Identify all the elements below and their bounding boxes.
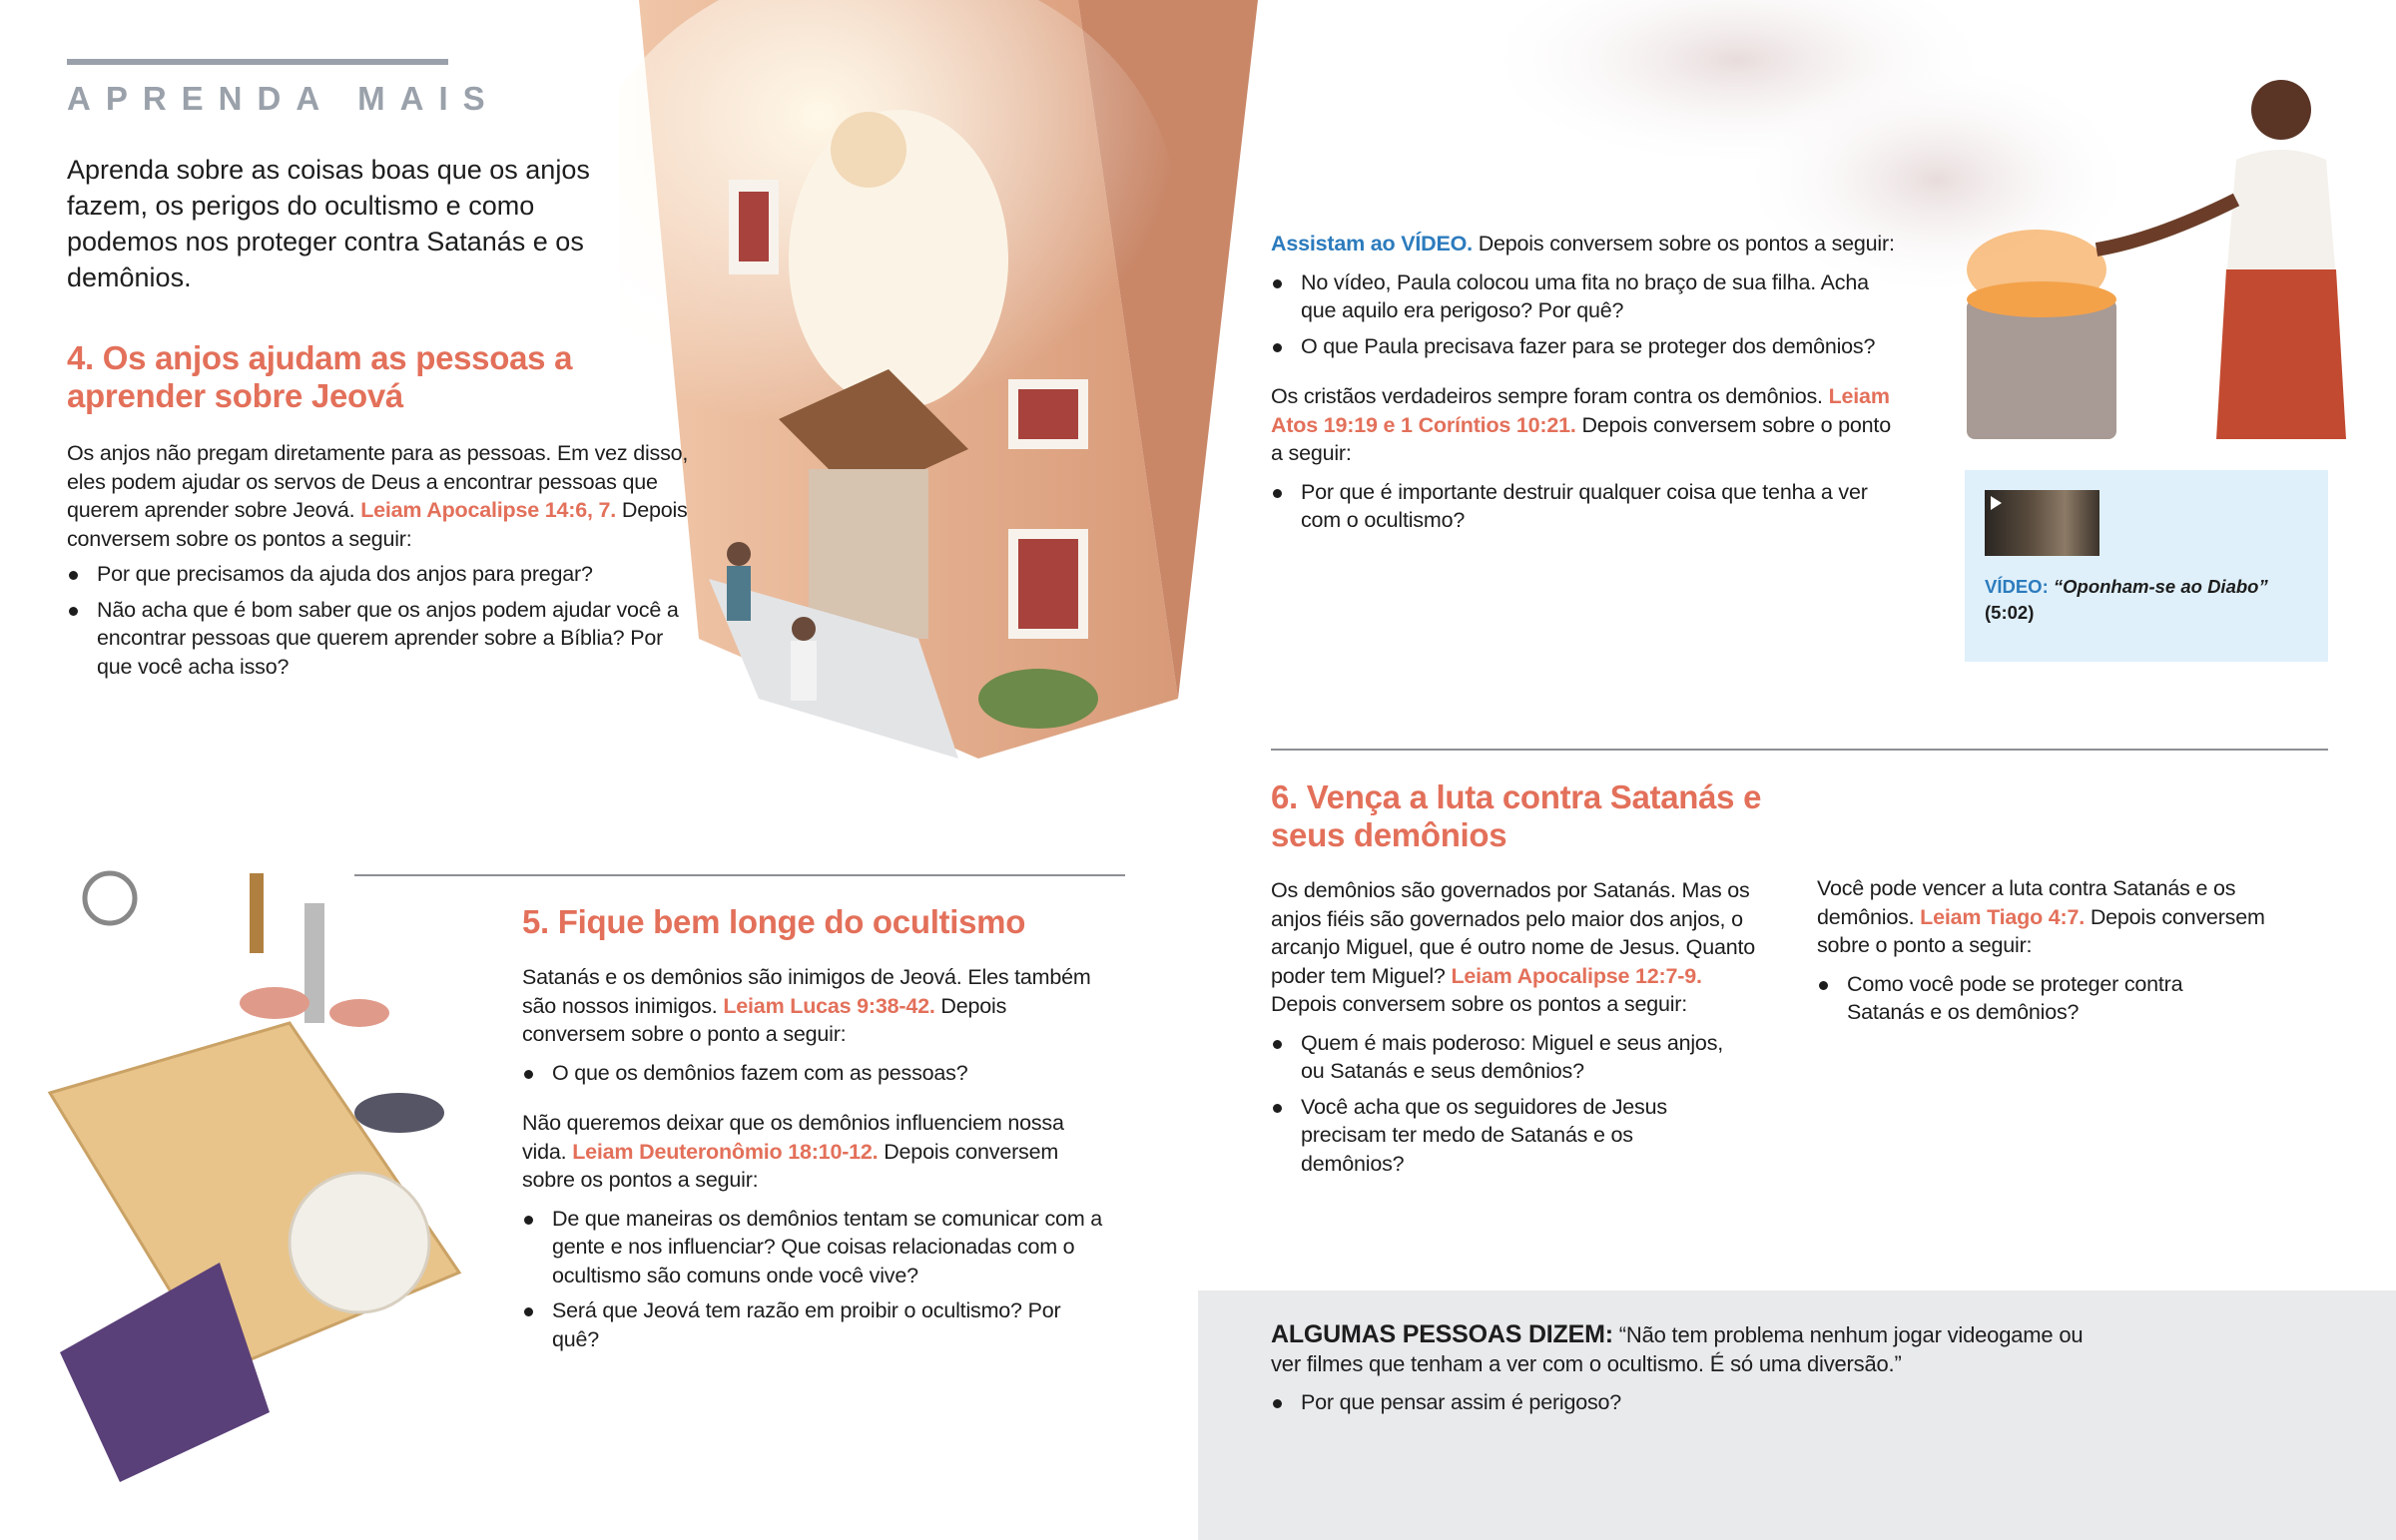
christians-questions [1271, 478, 1900, 535]
section-4-title: 4. Os anjos ajudam as pessoas a aprender sobre Jeová [67, 339, 573, 414]
video-discussion [1271, 230, 1900, 535]
paragraph-text: Os anjos não pregam diretamente para as pessoas. Em vez disso, eles podem ajudar os servos de Deus a encontrar pessoas que querem aprender sobre Jeová. [67, 441, 689, 522]
some-people-say-box [1198, 1290, 2396, 1540]
paragraph-text: Depois conversem sobre o ponto a seguir: [522, 993, 1007, 1046]
paragraph-text: Você pode vencer a luta contra Satanás e os demônios. [1817, 876, 2236, 929]
section-6-paragraph [1817, 874, 2316, 960]
section-rule [67, 59, 448, 65]
occult-objects-illustration [40, 853, 519, 1492]
section-5-questions-2 [522, 1205, 1111, 1354]
paragraph-text: Depois conversem sobre o ponto a seguir: [1271, 412, 1891, 465]
section-6-column-2 [1817, 874, 2316, 1027]
question-item: Quem é mais poderoso: Miguel e seus anjos, ou Satanás e seus demônios? [1271, 1029, 1730, 1086]
quote-text: “Não tem problema nenhum jogar videogame ou ver filmes que tenham a ver com o ocultismo. É só uma diversão.” [1271, 1322, 2084, 1376]
paragraph-text: Depois conversem sobre os pontos a seguir: [67, 498, 688, 551]
section-4-paragraph [67, 439, 696, 553]
kicker-heading: APRENDA MAIS [67, 80, 500, 117]
section-5-paragraph [522, 1109, 1111, 1195]
question-item: Você acha que os seguidores de Jesus precisam ter medo de Satanás e os demônios? [1271, 1093, 1730, 1179]
video-label: VÍDEO: [1985, 576, 2049, 597]
scripture-reference[interactable]: Leiam Atos 19:19 e 1 Coríntios 10:21. [1271, 384, 1890, 437]
video-questions [1271, 268, 1900, 361]
video-thumbnail[interactable] [1985, 490, 2099, 556]
section-6-questions-2 [1817, 970, 2256, 1027]
video-title[interactable]: “Oponham-se ao Diabo” [2053, 576, 2268, 597]
video-intro [1271, 230, 1900, 258]
section-5-title: 5. Fique bem longe do ocultismo [522, 903, 1026, 940]
paragraph-text: Os cristãos verdadeiros sempre foram contra os demônios. [1271, 384, 1829, 408]
question-item: De que maneiras os demônios tentam se comunicar com a gente e nos influenciar? Que coisas relacionadas com o ocultismo são comuns onde você vive? [522, 1205, 1111, 1290]
paragraph-text: Depois conversem sobre o ponto a seguir: [1817, 904, 2265, 957]
section-5-paragraph [522, 963, 1111, 1049]
question-item: Como você pode se proteger contra Satanás e os demônios? [1817, 970, 2256, 1027]
question-item: Por que pensar assim é perigoso? [1271, 1388, 2109, 1417]
play-icon[interactable] [1991, 496, 2002, 510]
scripture-reference[interactable]: Leiam Apocalipse 12:7-9. [1451, 963, 1702, 988]
paragraph-text: Não queremos deixar que os demônios influenciem nossa vida. [522, 1111, 1064, 1164]
question-item: O que Paula precisava fazer para se proteger dos demônios? [1271, 332, 1900, 361]
question-item: Por que é importante destruir qualquer coisa que tenha a ver com o ocultismo? [1271, 478, 1900, 535]
video-duration: (5:02) [1985, 602, 2035, 623]
section-6-questions [1271, 1029, 1730, 1179]
some-people-say-questions [1271, 1388, 2109, 1417]
section-4 [67, 339, 696, 681]
section-5 [522, 903, 1111, 1353]
angel-house-illustration [619, 0, 1318, 818]
section-6-title: 6. Vença a luta contra Satanás e seus demônios [1271, 778, 1762, 853]
section-6-paragraph [1271, 876, 1760, 1019]
paragraph-text: Os demônios são governados por Satanás. Mas os anjos fiéis são governados pelo maior dos anjos, o arcanjo Miguel, que é outro nome de Jesus. Quanto poder tem Miguel? [1271, 878, 1756, 988]
watch-video-link[interactable]: Assistam ao VÍDEO. [1271, 232, 1473, 256]
christians-paragraph [1271, 382, 1900, 468]
scripture-reference[interactable]: Leiam Deuteronômio 18:10-12. [572, 1139, 879, 1164]
video-caption [1985, 574, 2268, 626]
scripture-reference[interactable]: Leiam Tiago 4:7. [1920, 904, 2086, 929]
question-item: O que os demônios fazem com as pessoas? [522, 1059, 1111, 1088]
paragraph-text: Satanás e os demônios são inimigos de Jeová. Eles também são nossos inimigos. [522, 965, 1091, 1018]
paragraph-text: Depois conversem sobre os pontos a seguir: [1472, 232, 1895, 256]
section-rule [1271, 749, 2328, 751]
question-item: Não acha que é bom saber que os anjos podem ajudar você a encontrar pessoas que querem aprender sobre a Bíblia? Por que você acha isso? [67, 596, 696, 682]
paragraph-text: Depois conversem sobre os pontos a seguir: [1271, 992, 1688, 1016]
paragraph-text: Depois conversem sobre os pontos a seguir: [522, 1139, 1059, 1192]
question-item: Será que Jeová tem razão em proibir o ocultismo? Por quê? [522, 1296, 1111, 1353]
section-rule [354, 874, 1125, 876]
question-item: No vídeo, Paula colocou uma fita no braço de sua filha. Acha que aquilo era perigoso? Por quê? [1271, 268, 1900, 325]
some-people-say-quote [1271, 1320, 2109, 1378]
some-people-say-label: ALGUMAS PESSOAS DIZEM: [1271, 1320, 1613, 1348]
section-6 [1271, 778, 1790, 1178]
scripture-reference[interactable]: Leiam Apocalipse 14:6, 7. [360, 498, 617, 522]
section-5-questions-1 [522, 1059, 1111, 1088]
some-people-say-content [1271, 1320, 2109, 1417]
intro-paragraph: Aprenda sobre as coisas boas que os anjos fazem, os perigos do ocultismo e como podemos nos proteger contra Satanás e os demônios. [67, 155, 590, 292]
question-item: Por que precisamos da ajuda dos anjos para pregar? [67, 560, 696, 589]
section-4-questions [67, 560, 696, 681]
scripture-reference[interactable]: Leiam Lucas 9:38-42. [723, 993, 935, 1018]
video-card[interactable] [1965, 470, 2328, 662]
